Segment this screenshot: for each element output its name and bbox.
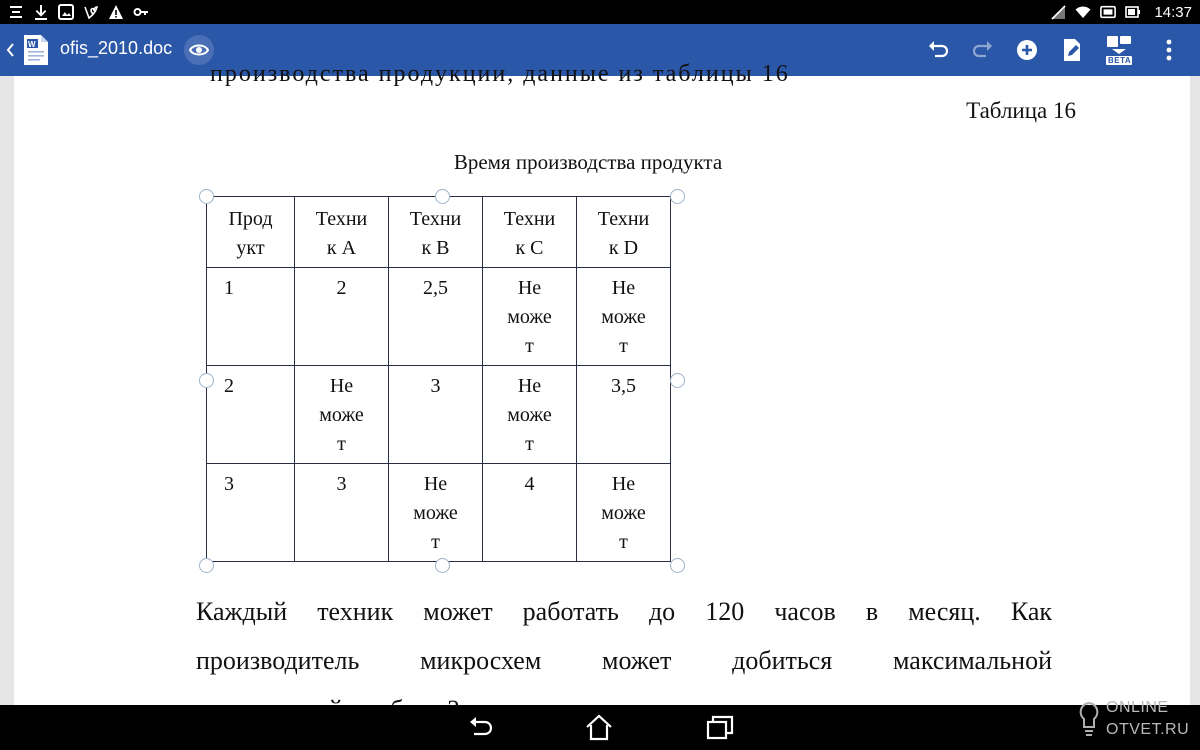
redo-icon xyxy=(970,37,996,63)
header-cell[interactable]: Техни к C xyxy=(483,197,577,268)
back-button[interactable] xyxy=(465,713,495,743)
cell-text: т xyxy=(619,531,628,553)
undo-icon xyxy=(925,37,951,63)
usb-debug-icon xyxy=(8,4,24,20)
edit-document-icon xyxy=(1059,37,1085,63)
undo-button[interactable] xyxy=(925,37,951,63)
watermark-line-1: ONLINE xyxy=(1106,699,1169,716)
cell-text: 2 xyxy=(336,277,347,299)
cell-text: 4 xyxy=(524,473,535,495)
selection-handle[interactable] xyxy=(199,558,214,573)
cell-text: Не xyxy=(611,473,636,495)
recent-apps-button[interactable] xyxy=(705,713,735,743)
cell-text: т xyxy=(525,433,534,455)
selection-handle[interactable] xyxy=(435,558,450,573)
selection-handle[interactable] xyxy=(670,373,685,388)
beta-feature-button[interactable] xyxy=(1104,34,1134,64)
table-row xyxy=(207,268,671,366)
selection-handle[interactable] xyxy=(199,373,214,388)
add-icon xyxy=(1014,37,1040,63)
navigation-bar xyxy=(0,705,1200,750)
wifi-icon xyxy=(1075,4,1091,20)
watermark xyxy=(1076,697,1190,747)
cell-text: може xyxy=(413,502,458,524)
selection-handle[interactable] xyxy=(670,189,685,204)
time-cell[interactable] xyxy=(295,464,389,562)
home-button[interactable] xyxy=(584,713,614,743)
cell-text: 3 xyxy=(430,375,441,397)
photo-icon xyxy=(58,4,74,20)
warning-icon xyxy=(108,4,124,20)
table-row xyxy=(207,366,671,464)
time-cell[interactable] xyxy=(295,366,389,464)
key-icon xyxy=(133,4,149,20)
time-cell[interactable] xyxy=(577,464,671,562)
more-options-button[interactable] xyxy=(1156,37,1182,63)
vine-icon xyxy=(83,4,99,20)
product-cell[interactable]: 1 xyxy=(207,268,295,366)
document-page[interactable] xyxy=(14,61,1190,705)
cell-text: може xyxy=(601,502,646,524)
time-cell[interactable] xyxy=(389,464,483,562)
selection-handle[interactable] xyxy=(199,189,214,204)
cell-text: Не xyxy=(611,277,636,299)
lightbulb-icon xyxy=(1076,699,1102,745)
more-vert-icon xyxy=(1156,37,1182,63)
word-document-icon xyxy=(24,35,48,65)
cell-text: може xyxy=(601,306,646,328)
selection-handle[interactable] xyxy=(435,189,450,204)
document-filename: ofis_2010.doc xyxy=(60,38,173,58)
watermark-line-2: OTVET.RU xyxy=(1106,721,1190,738)
time-cell[interactable] xyxy=(483,464,577,562)
cell-text: може xyxy=(507,404,552,426)
cell-text: може xyxy=(319,404,364,426)
time-cell[interactable] xyxy=(483,366,577,464)
time-cell[interactable] xyxy=(577,268,671,366)
back-arrow-icon[interactable] xyxy=(3,38,17,62)
time-cell[interactable] xyxy=(389,268,483,366)
cell-text: Не xyxy=(329,375,354,397)
cell-text: т xyxy=(525,335,534,357)
cell-text: 3 xyxy=(336,473,347,495)
cell-text: т xyxy=(431,531,440,553)
no-sim-icon xyxy=(1050,4,1066,20)
time-cell[interactable] xyxy=(483,268,577,366)
beta-label: BETA xyxy=(1108,56,1132,65)
home-icon xyxy=(584,713,614,743)
recent-apps-icon xyxy=(705,713,735,743)
svg-text:W: W xyxy=(28,40,36,49)
cell-text: т xyxy=(619,335,628,357)
cell-text: Не xyxy=(517,375,542,397)
cast-icon xyxy=(1100,4,1116,20)
paragraph-line: производитель микросхем может добиться максимальной xyxy=(196,646,1052,675)
cell-text: Не xyxy=(423,473,448,495)
eye-icon xyxy=(189,42,209,58)
product-cell[interactable]: 3 xyxy=(207,464,295,562)
table-row xyxy=(207,464,671,562)
edit-document-button[interactable] xyxy=(1059,37,1085,63)
insert-button[interactable] xyxy=(1014,37,1040,63)
cell-text: Не xyxy=(517,277,542,299)
status-bar xyxy=(0,0,1200,24)
table-header-row xyxy=(207,197,671,268)
product-cell[interactable]: 2 xyxy=(207,366,295,464)
time-cell[interactable] xyxy=(389,366,483,464)
redo-button[interactable] xyxy=(970,37,996,63)
cell-text: т xyxy=(337,433,346,455)
time-cell[interactable] xyxy=(295,268,389,366)
time-cell[interactable] xyxy=(577,366,671,464)
cell-text: 2,5 xyxy=(423,277,448,299)
cell-text: може xyxy=(507,306,552,328)
table-number: Таблица 16 xyxy=(966,98,1076,123)
production-time-table[interactable] xyxy=(206,196,671,562)
header-cell[interactable]: Прод укт xyxy=(207,197,295,268)
header-cell[interactable]: Техни к B xyxy=(389,197,483,268)
table-title: Время производства продукта xyxy=(453,150,723,174)
header-cell[interactable]: Техни к A xyxy=(295,197,389,268)
clock: 14:37 xyxy=(1154,3,1192,21)
header-cell[interactable]: Техни к D xyxy=(577,197,671,268)
clipped-text-line: производства продукции, данные из таблицы 16 xyxy=(210,61,790,87)
selection-handle[interactable] xyxy=(670,558,685,573)
paragraph-line: Каждый техник может работать до 120 часов в месяц. Как xyxy=(196,597,1052,626)
back-icon xyxy=(465,713,495,743)
cell-text: 3,5 xyxy=(611,375,636,397)
download-icon xyxy=(33,4,49,20)
battery-icon xyxy=(1125,4,1141,20)
